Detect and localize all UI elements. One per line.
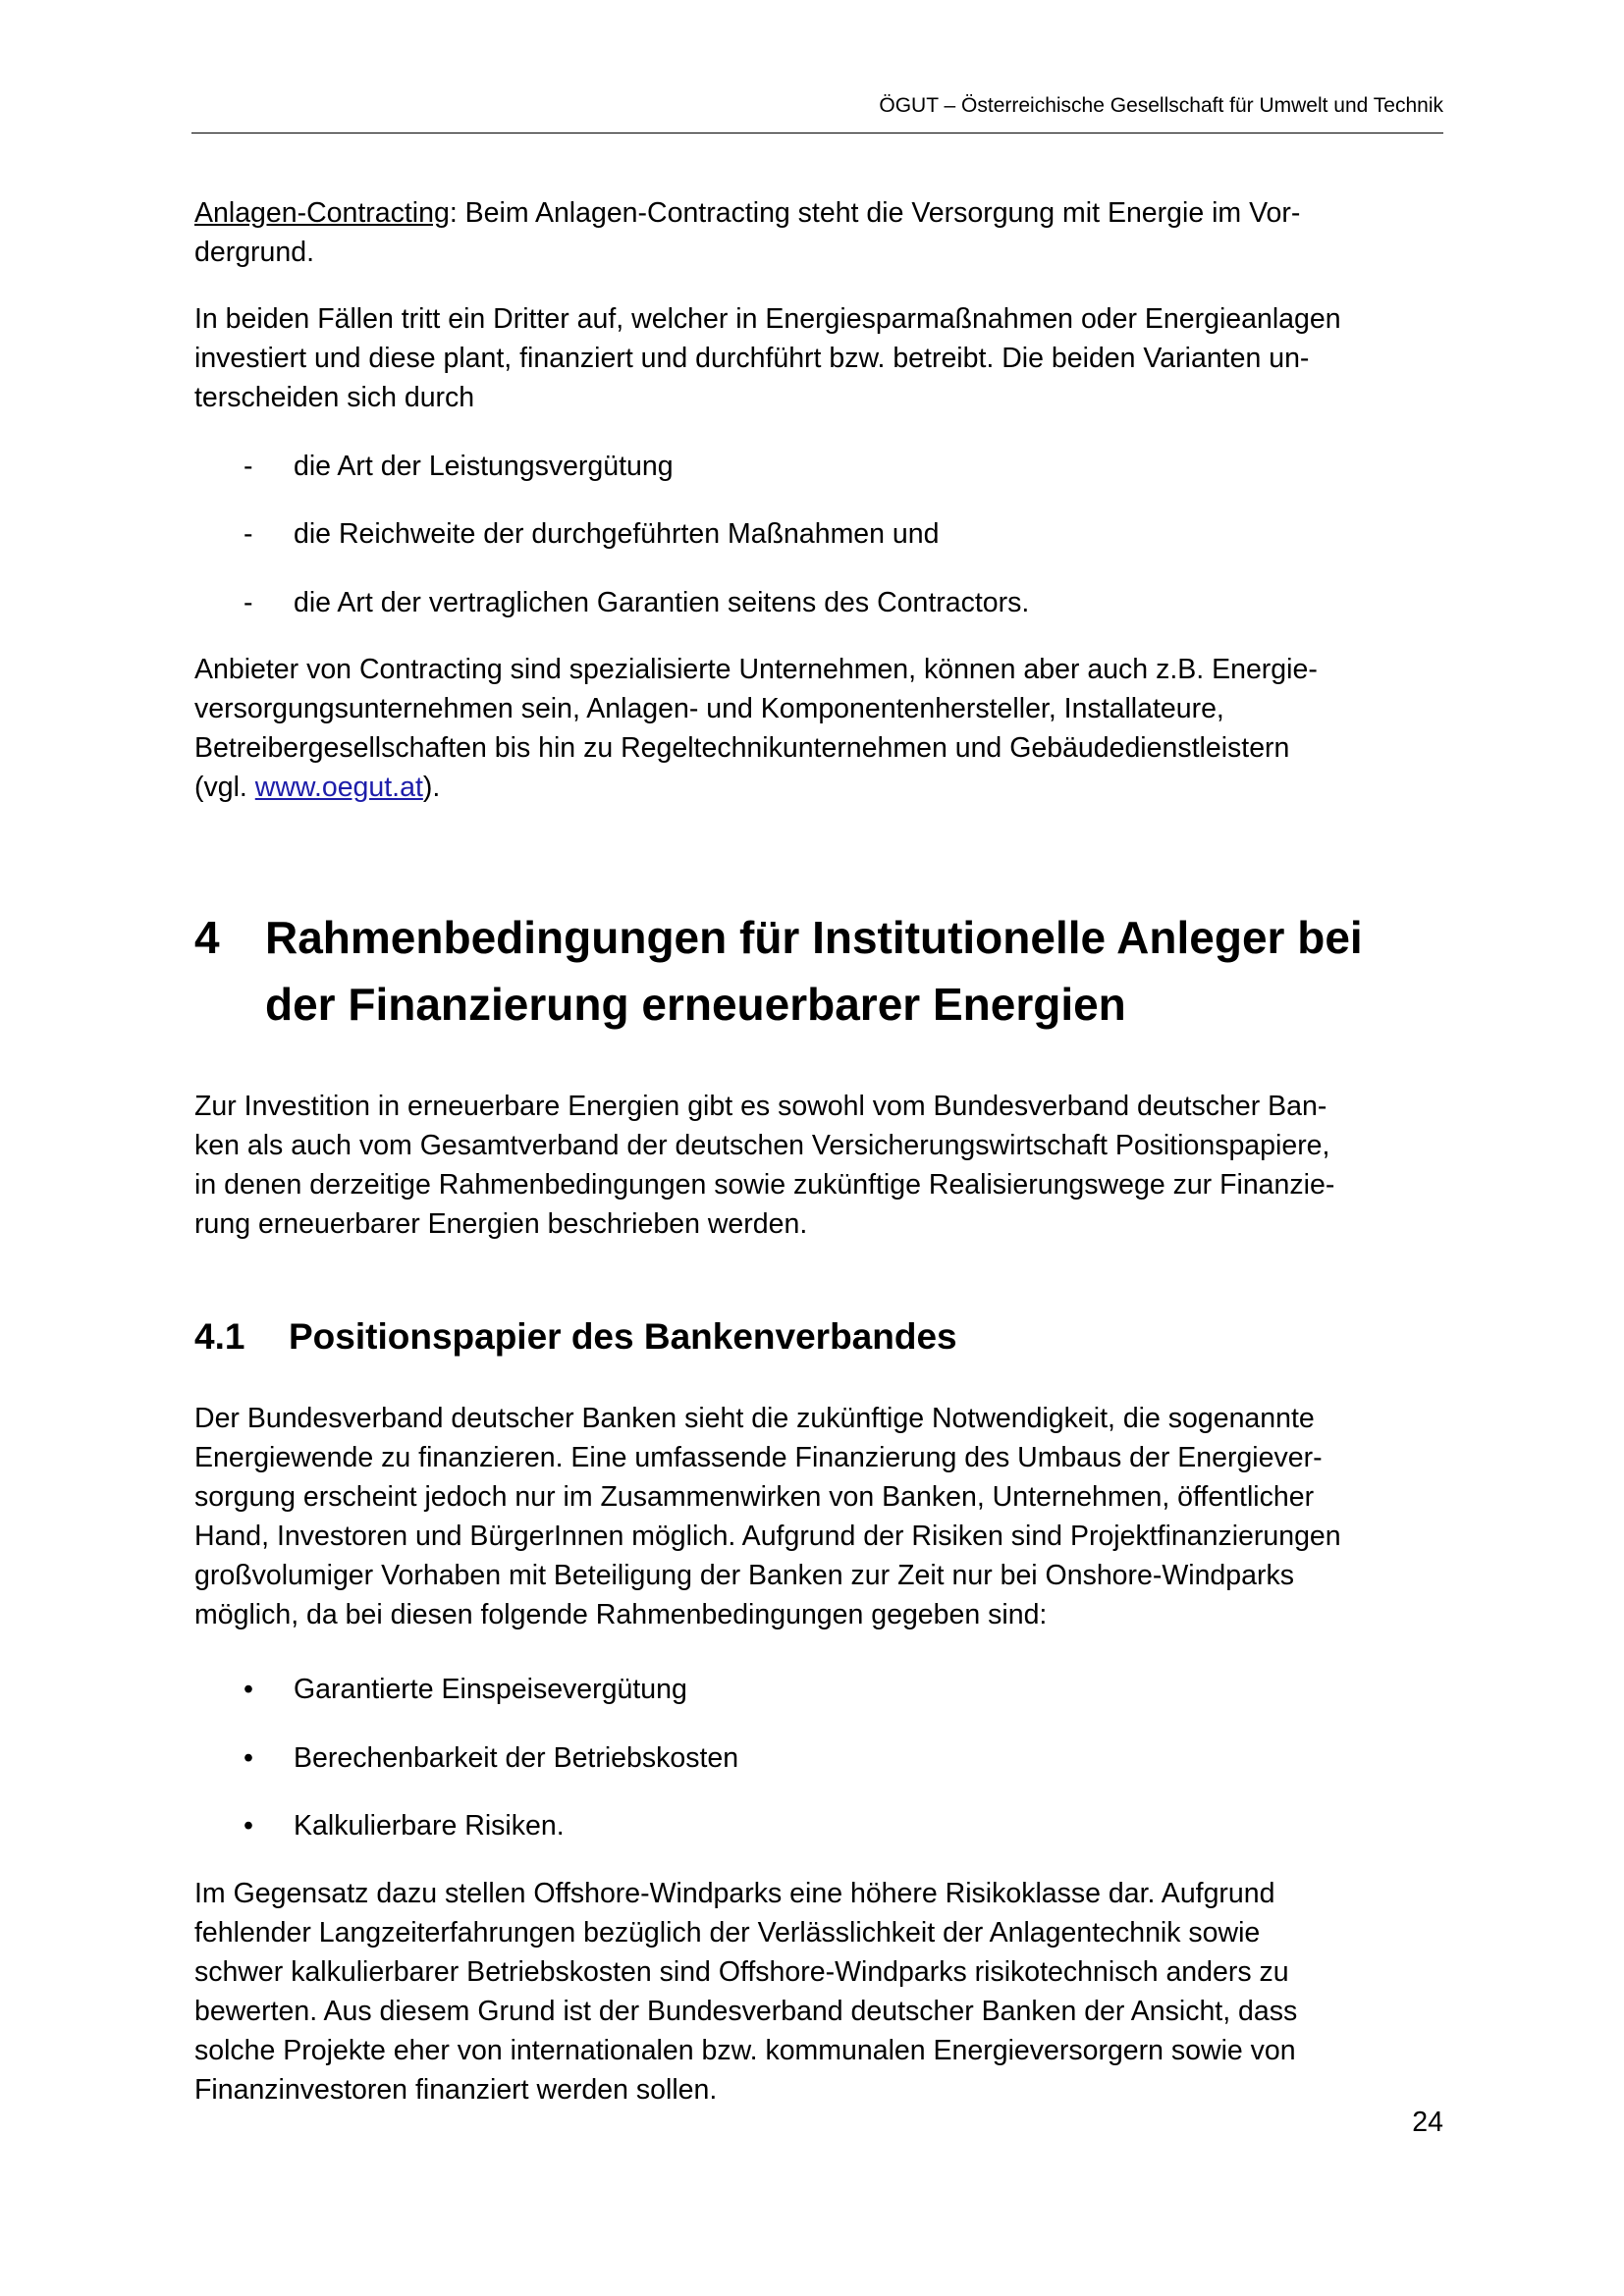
- text-line: In beiden Fällen tritt ein Dritter auf, welcher in Energiesparmaßnahmen oder Energieanlagen: [194, 303, 1341, 335]
- text-line: Energiewende zu finanzieren. Eine umfassende Finanzierung des Umbaus der Energiever-: [194, 1442, 1323, 1473]
- vgl-suffix: ).: [422, 772, 441, 803]
- text-line: Finanzinvestoren finanziert werden sollen.: [194, 2074, 718, 2106]
- text-line: Hand, Investoren und BürgerInnen möglich. Aufgrund der Risiken sind Projektfinanzierungen: [194, 1521, 1341, 1552]
- text-line: schwer kalkulierbarer Betriebskosten sind Offshore-Windparks risikotechnisch anders zu: [194, 1956, 1289, 1988]
- dash-marker: -: [244, 587, 253, 618]
- list-item-text: die Art der vertraglichen Garantien seitens des Contractors.: [294, 587, 1030, 618]
- text-line: Der Bundesverband deutscher Banken sieht die zukünftige Notwendigkeit, die sogenannte: [194, 1403, 1315, 1434]
- text-line: Anbieter von Contracting sind spezialisierte Unternehmen, können aber auch z.B. Energie-: [194, 654, 1318, 685]
- section-4-intro: [194, 1087, 1436, 1244]
- bullet-marker: •: [244, 1674, 253, 1705]
- text-line: investiert und diese plant, finanziert und durchführt bzw. betreibt. Die beiden Varianten un-: [194, 343, 1310, 374]
- contracting-line-1: [194, 193, 1436, 233]
- bank-paragraph: [194, 1399, 1436, 1634]
- text-line: [194, 768, 1436, 807]
- text-line: Im Gegensatz dazu stellen Offshore-Windparks eine höhere Risikoklasse dar. Aufgrund: [194, 1878, 1275, 1909]
- bullet-marker: •: [244, 1810, 253, 1842]
- contracting-line-2: dergrund.: [194, 237, 315, 268]
- text-line: in denen derzeitige Rahmenbedingungen sowie zukünftige Realisierungswege zur Finanzie-: [194, 1169, 1335, 1201]
- both-cases-paragraph: [194, 299, 1436, 417]
- running-header: ÖGUT – Österreichische Gesellschaft für Umwelt und Technik: [879, 94, 1443, 117]
- subsection-title: Positionspapier des Bankenverbandes: [289, 1316, 957, 1357]
- section-title: [265, 904, 1443, 1038]
- text-line: solche Projekte eher von internationalen bzw. kommunalen Energieversorgern sowie von: [194, 2035, 1296, 2066]
- page-number: 24: [1412, 2107, 1443, 2138]
- list-item-text: die Art der Leistungsvergütung: [294, 451, 674, 482]
- text-line: möglich, da bei diesen folgende Rahmenbedingungen gegeben sind:: [194, 1599, 1048, 1630]
- subsection-number: 4.1: [194, 1316, 245, 1357]
- vgl-prefix: (vgl.: [194, 772, 255, 803]
- dash-marker: -: [244, 451, 253, 482]
- text-line: bewerten. Aus diesem Grund ist der Bundesverband deutscher Banken der Ansicht, dass: [194, 1996, 1298, 2027]
- oegut-link[interactable]: www.oegut.at: [254, 772, 423, 803]
- offshore-paragraph: [194, 1874, 1436, 2109]
- contracting-text: : Beim Anlagen-Contracting steht die Versorgung mit Energie im Vor-: [449, 197, 1301, 229]
- dash-marker: -: [244, 518, 253, 550]
- list-item-text: Garantierte Einspeisevergütung: [294, 1674, 687, 1705]
- text-line: rung erneuerbarer Energien beschrieben werden.: [194, 1208, 808, 1240]
- text-line: fehlender Langzeiterfahrungen bezüglich der Verlässlichkeit der Anlagentechnik sowie: [194, 1917, 1261, 1949]
- contracting-term: Anlagen-Contracting: [194, 197, 450, 229]
- text-line: sorgung erscheint jedoch nur im Zusammenwirken von Banken, Unternehmen, öffentlicher: [194, 1481, 1315, 1513]
- text-line: großvolumiger Vorhaben mit Beteiligung der Banken zur Zeit nur bei Onshore-Windparks: [194, 1560, 1294, 1591]
- text-line: Betreibergesellschaften bis hin zu Regeltechnikunternehmen und Gebäudedienstleistern: [194, 732, 1290, 764]
- text-line: Zur Investition in erneuerbare Energien gibt es sowohl vom Bundesverband deutscher Ban-: [194, 1091, 1327, 1122]
- list-item-text: Berechenbarkeit der Betriebskosten: [294, 1742, 739, 1774]
- providers-paragraph: [194, 650, 1436, 807]
- text-line: ken als auch vom Gesamtverband der deutschen Versicherungswirtschaft Positionspapiere,: [194, 1130, 1330, 1161]
- contracting-paragraph: [194, 193, 1436, 272]
- text-line: terscheiden sich durch: [194, 382, 475, 413]
- section-title-line-2: der Finanzierung erneuerbarer Energien: [265, 979, 1126, 1030]
- section-number: 4: [194, 912, 220, 963]
- bullet-marker: •: [244, 1742, 253, 1774]
- section-title-line-1: Rahmenbedingungen für Institutionelle Anleger bei: [265, 912, 1363, 963]
- list-item-text: Kalkulierbare Risiken.: [294, 1810, 565, 1842]
- text-line: versorgungsunternehmen sein, Anlagen- und Komponentenhersteller, Installateure,: [194, 693, 1224, 724]
- list-item-text: die Reichweite der durchgeführten Maßnahmen und: [294, 518, 940, 550]
